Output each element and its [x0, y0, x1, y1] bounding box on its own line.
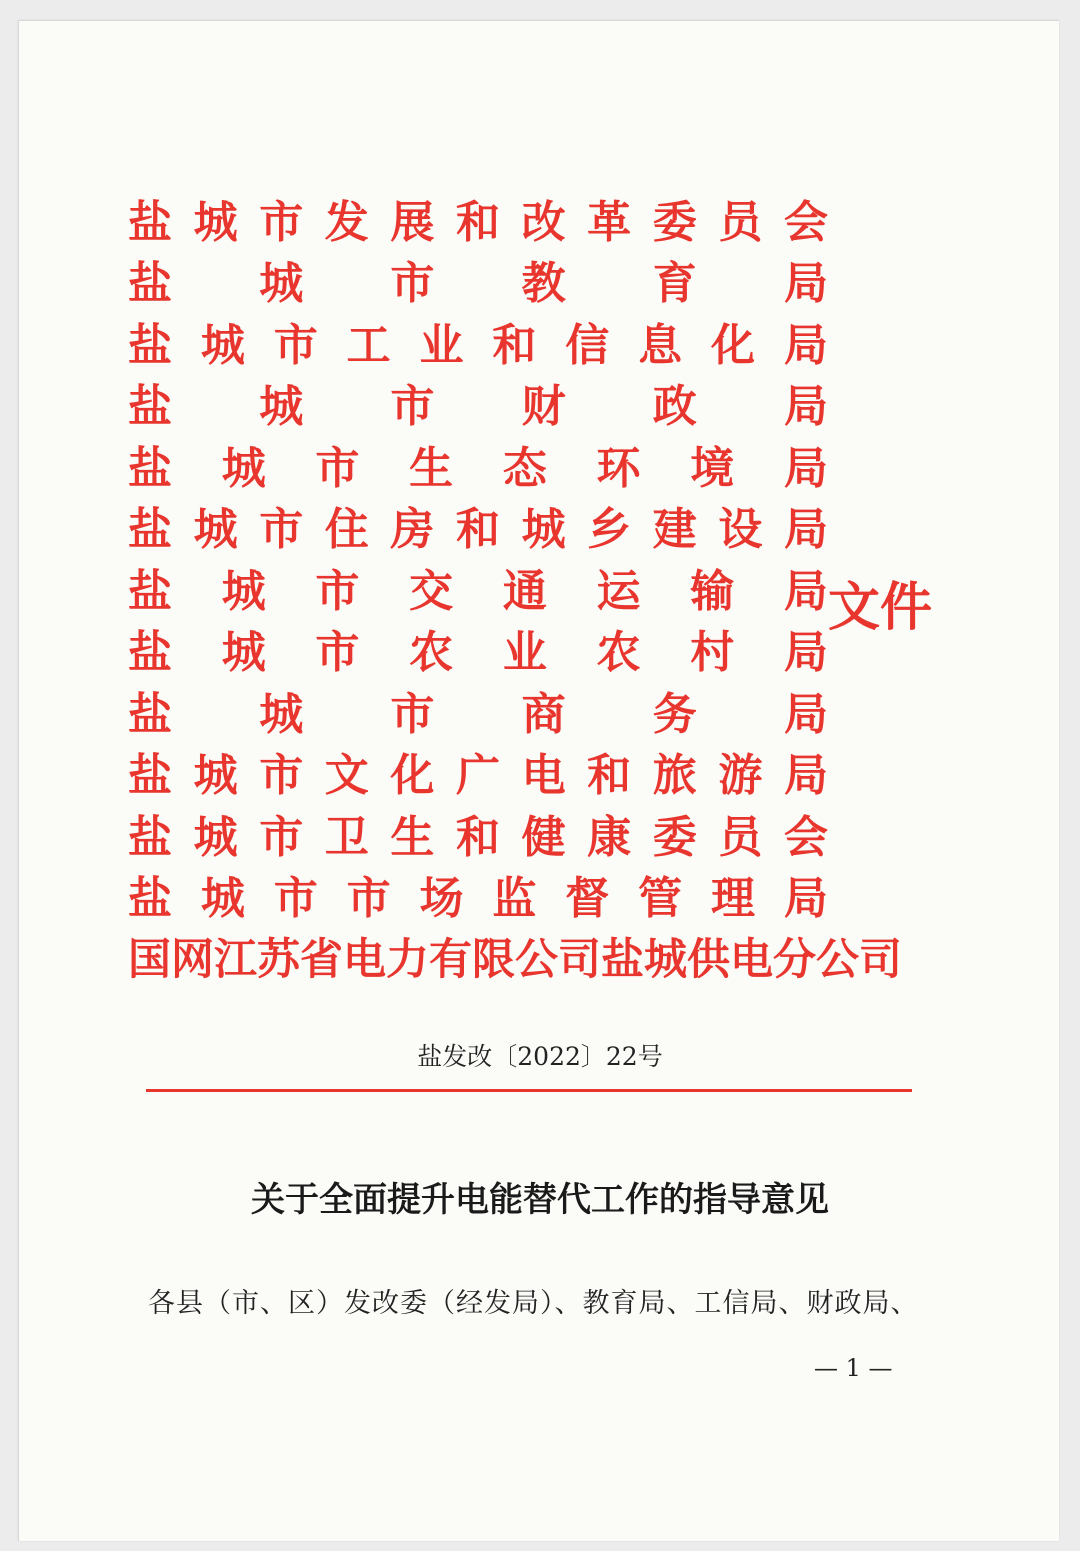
org-char: 市 [259, 750, 304, 802]
org-char: 旅 [652, 750, 697, 802]
org-char: 生 [409, 442, 454, 494]
addressee-line: 各县（市、区）发改委（经发局）、教育局、工信局、财政局、 [148, 1288, 919, 1319]
org-char: 住 [324, 504, 369, 556]
org-char: 公 [515, 935, 558, 986]
org-line [128, 192, 828, 254]
red-separator-line [146, 1089, 912, 1092]
org-char: 城 [521, 504, 566, 556]
document-suffix: 文件 [828, 577, 933, 638]
org-char: 房 [390, 504, 435, 556]
org-char: 电 [343, 935, 386, 986]
org-char: 理 [711, 873, 755, 925]
org-char: 分 [773, 935, 816, 986]
org-char: 设 [718, 504, 763, 556]
document-title: 关于全面提升电能替代工作的指导意见 [251, 1180, 829, 1220]
org-char: 城 [221, 565, 266, 617]
org-char: 盐 [128, 381, 172, 433]
org-char: 乡 [587, 504, 632, 556]
org-line [128, 684, 828, 746]
org-char: 交 [409, 565, 454, 617]
org-char: 力 [386, 935, 429, 986]
org-char: 盐 [601, 935, 644, 986]
org-char: 网 [171, 935, 214, 986]
org-char: 生 [390, 811, 435, 863]
org-char: 盐 [128, 627, 172, 679]
org-char: 盐 [128, 565, 172, 617]
org-line [128, 254, 828, 316]
org-char: 广 [455, 750, 500, 802]
page-number: — 1 — [814, 1354, 893, 1382]
org-char: 改 [521, 196, 566, 248]
org-char: 城 [193, 504, 238, 556]
org-char: 市 [315, 442, 360, 494]
org-char: 局 [783, 873, 828, 925]
org-char: 城 [200, 873, 245, 925]
org-char: 员 [718, 196, 763, 248]
org-char: 工 [346, 319, 391, 371]
org-char: 有 [429, 935, 472, 986]
org-char: 供 [687, 935, 730, 986]
org-char: 运 [596, 565, 641, 617]
org-char: 委 [652, 196, 697, 248]
org-char: 境 [690, 442, 735, 494]
org-char: 盐 [128, 258, 172, 310]
org-char: 公 [816, 935, 859, 986]
org-char: 监 [492, 873, 537, 925]
org-line [128, 377, 828, 439]
org-char: 城 [193, 196, 238, 248]
org-char: 信 [565, 319, 610, 371]
org-char: 盐 [128, 750, 172, 802]
org-char: 息 [638, 319, 683, 371]
org-char: 城 [221, 442, 266, 494]
org-char: 局 [783, 627, 828, 679]
org-char: 电 [521, 750, 566, 802]
org-char: 会 [783, 196, 828, 248]
org-char: 市 [315, 565, 360, 617]
org-char: 村 [690, 627, 735, 679]
org-char: 国 [128, 935, 171, 986]
org-char: 盐 [128, 688, 172, 740]
org-char: 盐 [128, 873, 172, 925]
org-char: 会 [783, 811, 828, 863]
org-char: 局 [783, 688, 828, 740]
org-char: 展 [390, 196, 435, 248]
org-char: 环 [596, 442, 641, 494]
org-char: 建 [652, 504, 697, 556]
org-char: 司 [558, 935, 601, 986]
org-line [128, 623, 828, 685]
org-char: 和 [492, 319, 537, 371]
org-char: 农 [596, 627, 641, 679]
org-char: 市 [390, 258, 435, 310]
org-char: 通 [502, 565, 547, 617]
org-char: 政 [652, 381, 697, 433]
org-char: 业 [502, 627, 547, 679]
org-char: 和 [587, 750, 632, 802]
org-char: 市 [315, 627, 360, 679]
org-char: 盐 [128, 811, 172, 863]
org-char: 健 [521, 811, 566, 863]
org-char: 电 [730, 935, 773, 986]
org-char: 务 [652, 688, 697, 740]
org-char: 教 [521, 258, 566, 310]
document-number: 盐发改〔2022〕22号 [417, 1042, 663, 1071]
org-char: 市 [259, 504, 304, 556]
org-char: 苏 [257, 935, 300, 986]
org-char: 市 [273, 319, 318, 371]
org-char: 市 [346, 873, 391, 925]
org-line [128, 807, 828, 869]
org-char: 局 [783, 442, 828, 494]
org-char: 局 [783, 381, 828, 433]
org-char: 盐 [128, 196, 172, 248]
org-line [128, 500, 828, 562]
org-char: 和 [455, 504, 500, 556]
org-char: 文 [324, 750, 369, 802]
org-char: 和 [455, 811, 500, 863]
org-char: 农 [409, 627, 454, 679]
org-char: 局 [783, 504, 828, 556]
org-char: 省 [300, 935, 343, 986]
org-char: 商 [521, 688, 566, 740]
org-char: 市 [273, 873, 318, 925]
org-char: 限 [472, 935, 515, 986]
org-char: 和 [455, 196, 500, 248]
org-char: 江 [214, 935, 257, 986]
org-char: 市 [390, 688, 435, 740]
org-line [128, 746, 828, 808]
org-char: 业 [419, 319, 464, 371]
org-line-power-company [128, 930, 902, 992]
org-char: 化 [390, 750, 435, 802]
org-char: 城 [259, 381, 304, 433]
org-char: 革 [587, 196, 632, 248]
org-line [128, 561, 828, 623]
org-char: 司 [859, 935, 902, 986]
org-char: 化 [711, 319, 755, 371]
org-char: 卫 [324, 811, 369, 863]
org-char: 城 [221, 627, 266, 679]
org-char: 城 [193, 750, 238, 802]
org-char: 康 [587, 811, 632, 863]
org-char: 城 [200, 319, 245, 371]
org-char: 盐 [128, 442, 172, 494]
org-char: 游 [718, 750, 763, 802]
org-char: 城 [193, 811, 238, 863]
org-char: 城 [259, 258, 304, 310]
org-char: 盐 [128, 319, 172, 371]
org-char: 局 [783, 319, 828, 371]
org-char: 盐 [128, 504, 172, 556]
org-char: 市 [259, 811, 304, 863]
org-char: 财 [521, 381, 566, 433]
org-char: 局 [783, 258, 828, 310]
org-char: 育 [652, 258, 697, 310]
org-char: 委 [652, 811, 697, 863]
org-char: 场 [419, 873, 464, 925]
org-char: 市 [390, 381, 435, 433]
org-char: 督 [565, 873, 610, 925]
org-char: 员 [718, 811, 763, 863]
org-char: 发 [324, 196, 369, 248]
org-char: 管 [638, 873, 683, 925]
org-char: 市 [259, 196, 304, 248]
org-char: 局 [783, 750, 828, 802]
org-line [128, 438, 828, 500]
org-line [128, 315, 828, 377]
org-char: 态 [502, 442, 547, 494]
org-char: 输 [690, 565, 735, 617]
org-line [128, 869, 828, 931]
org-char: 局 [783, 565, 828, 617]
org-char: 城 [644, 935, 687, 986]
org-char: 城 [259, 688, 304, 740]
